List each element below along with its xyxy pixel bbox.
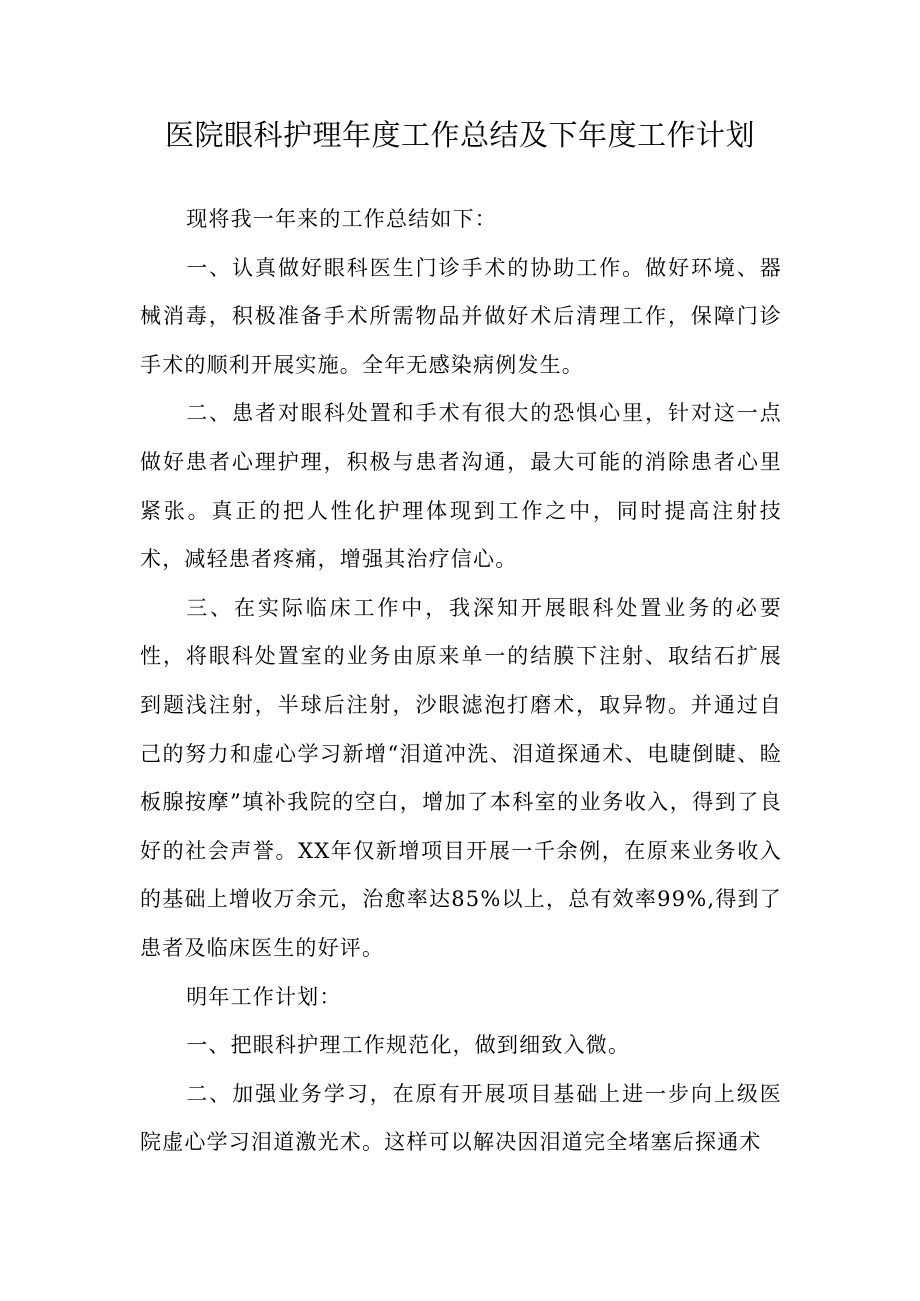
document-title: 医院眼科护理年度工作总结及下年度工作计划 [164,118,755,152]
document-body [140,195,782,1167]
paragraph-plan-item-2: 二、加强业务学习，在原有开展项目基础上进一步向上级医院虚心学习泪道激光术。这样可以解决因泪道完全堵塞后探通术 [140,1081,782,1155]
paragraph-item-2: 二、患者对眼科处置和手术有很大的恐惧心里，针对这一点做好患者心理护理，积极与患者沟通，最大可能的消除患者心里紧张。真正的把人性化护理体现到工作之中，同时提高注射技术，减轻患者疼痛，增强其治疗信心。 [140,401,782,572]
paragraph-item-3: 三、在实际临床工作中，我深知开展眼科处置业务的必要性，将眼科处置室的业务由原来单一的结膜下注射、取结石扩展到题浅注射，半球后注射，沙眼滤泡打磨术，取异物。并通过自己的努力和虚心学习新增“泪道冲洗、泪道探通术、电睫倒睫、睑板腺按摩”填补我院的空白，增加了本科室的业务收入，得到了良好的社会声誉。XX年仅新增项目开展一千余例，在原来业务收入的基础上增收万余元，治愈率达85%以上，总有效率99%,得到了患者及临床医生的好评。 [140,595,782,960]
paragraph-intro: 现将我一年来的工作总结如下： [186,207,497,231]
paragraph-plan-item-1: 一、把眼科护理工作规范化，做到细致入微。 [186,1033,631,1058]
paragraph-plan-heading: 明年工作计划： [186,984,342,1009]
paragraph-item-1: 一、认真做好眼科医生门诊手术的协助工作。做好环境、器械消毒，积极准备手术所需物品并做好术后清理工作，保障门诊手术的顺利开展实施。全年无感染病例发生。 [140,255,782,377]
